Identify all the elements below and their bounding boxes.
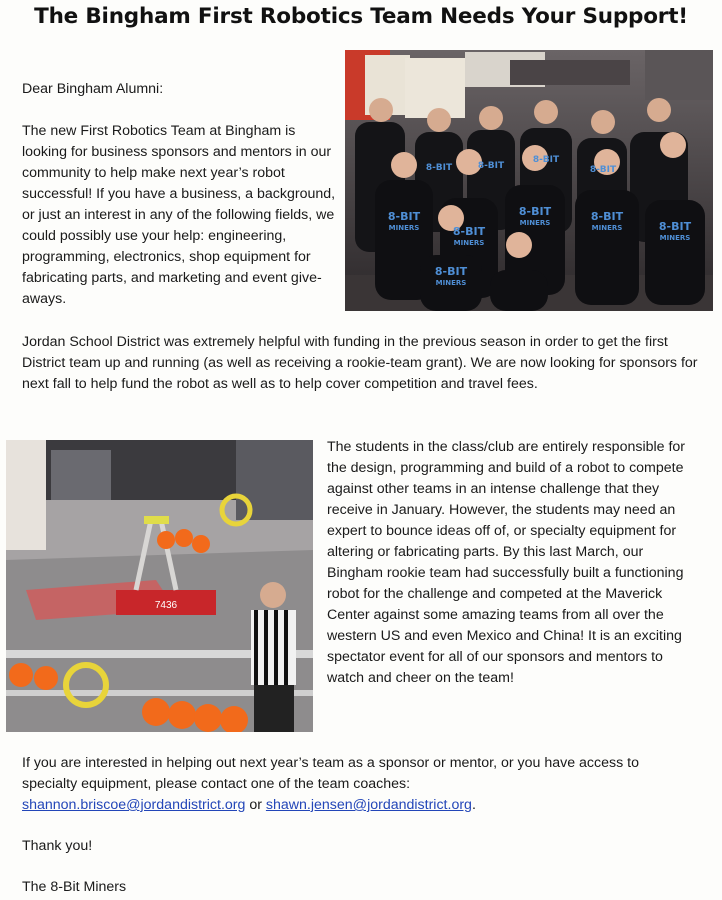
shirt-logo: 8-BIT bbox=[452, 225, 486, 238]
shirt-logo: 8-BIT bbox=[477, 161, 505, 171]
page-title: The Bingham First Robotics Team Needs Your Support! bbox=[34, 4, 688, 29]
intro-paragraph: The new First Robotics Team at Bingham is looking for business sponsors and mentors in our community to help make next year’s robot successful! If you have a business, a background, or just an interest in any of the following fields, we could possibly use your help: engineering, programming, electronics, shop equipment for fabricating parts, and marketing and event give-aways. bbox=[22, 123, 336, 307]
shirt-logo-sub: MINERS bbox=[453, 239, 485, 247]
shirt-logo: 8-BIT bbox=[425, 163, 453, 173]
team-photo bbox=[345, 50, 713, 311]
shirt-logo: 8-BIT bbox=[532, 155, 560, 165]
competition-photo-illustration bbox=[6, 440, 313, 732]
district-paragraph: Jordan School District was extremely helpful with funding in the previous season in order to get the first District team up and running (as well as receiving a rookie-team grant). We are now looking for sponsors for next fall to help fund the robot as well as to help cover competition and travel fees. bbox=[22, 334, 698, 392]
shirt-logo: 8-BIT bbox=[387, 210, 421, 223]
contact-paragraph bbox=[22, 753, 682, 816]
contact-end: . bbox=[471, 797, 476, 813]
shirt-logo: 8-BIT bbox=[658, 220, 692, 233]
contact-joiner: or bbox=[245, 797, 266, 813]
contact-text: If you are interested in helping out next year’s team as a sponsor or mentor, or you have access to specialty equipment, please contact one of the team coaches: bbox=[22, 755, 639, 792]
shirt-logo-sub: MINERS bbox=[435, 279, 467, 287]
competition-photo bbox=[6, 440, 313, 732]
email-link-briscoe[interactable]: shannon.briscoe@jordandistrict.org bbox=[22, 797, 246, 813]
shirt-logo-sub: MINERS bbox=[659, 234, 691, 242]
team-photo-illustration bbox=[345, 50, 713, 311]
shirt-logo-sub: MINERS bbox=[388, 224, 420, 232]
students-paragraph: The students in the class/club are entirely responsible for the design, programming and build of a robot to compete against other teams in an intense challenge that they receive in January. However, the students may need an expert to bounce ideas off of, or specialty equipment for altering or fabricating parts. By this last March, our Bingham rookie team had successfully built a functioning robot for the challenge and competed at the Maverick Center against some amazing teams from all over the western US and even Mexico and China! It is an exciting spectator event for all of our sponsors and mentors to watch and cheer on the team! bbox=[327, 439, 686, 686]
shirt-logo: 8-BIT bbox=[434, 265, 468, 278]
robot-number: 7436 bbox=[154, 600, 178, 611]
shirt-logo-sub: MINERS bbox=[519, 219, 551, 227]
thanks: Thank you! bbox=[22, 838, 93, 854]
shirt-logo-sub: MINERS bbox=[591, 224, 623, 232]
shirt-logo: 8-BIT bbox=[589, 165, 617, 175]
shirt-logo: 8-BIT bbox=[590, 210, 624, 223]
email-link-jensen[interactable]: shawn.jensen@jordandistrict.org bbox=[265, 797, 472, 813]
signature: The 8-Bit Miners bbox=[22, 879, 127, 895]
greeting: Dear Bingham Alumni: bbox=[22, 81, 164, 97]
shirt-logo: 8-BIT bbox=[518, 205, 552, 218]
